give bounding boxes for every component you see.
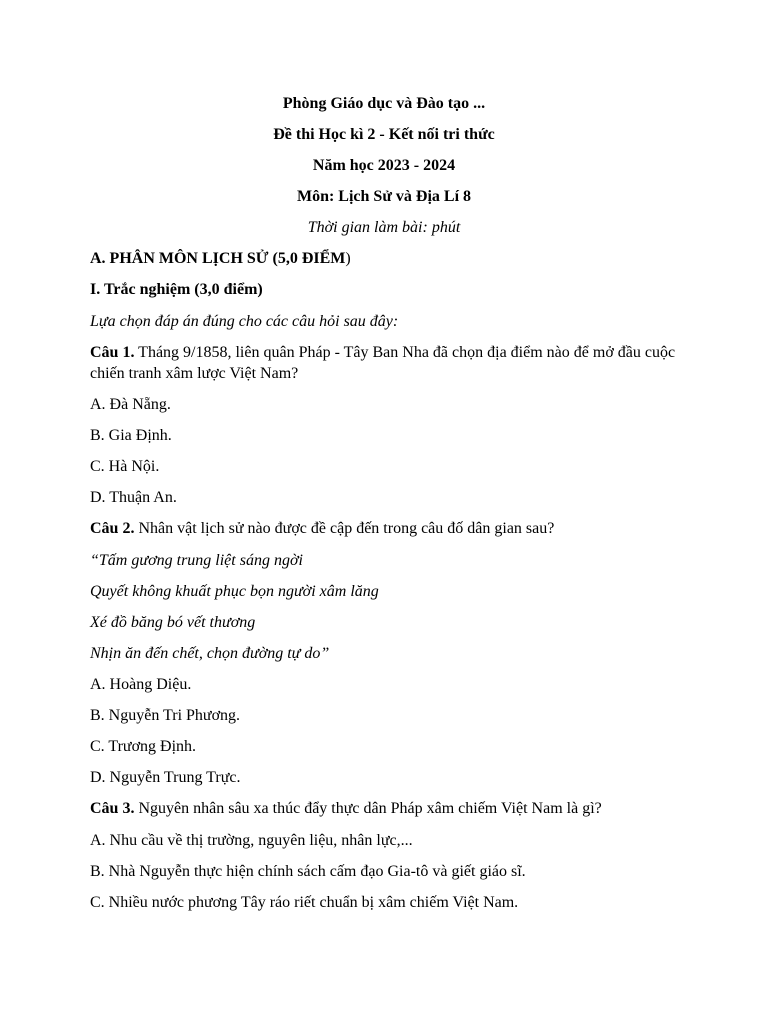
exam-title: Đề thi Học kì 2 - Kết nối tri thức: [273, 126, 495, 143]
poem-line-3: Xé đồ băng bó vết thương: [90, 614, 256, 631]
option-1b: B. Gia Định.: [90, 427, 172, 444]
subject-line: Môn: Lịch Sử và Địa Lí 8: [296, 188, 472, 205]
option-3b: B. Nhà Nguyễn thực hiện chính sách cấm đạo Gia-tô và giết giáo sĩ.: [90, 863, 526, 880]
question-text: Tháng 9/1858, liên quân Pháp - Tây Ban Nha đã chọn địa điểm nào để mở đầu cuộc chiến tranh xâm lược Việt Nam?: [90, 344, 676, 382]
question-3: [90, 798, 678, 819]
option-2a: A. Hoàng Diệu.: [90, 676, 192, 693]
section-a-title: [90, 248, 678, 269]
section-a-title-text: A. PHÂN MÔN LỊCH SỬ (5,0 ĐIỂM: [90, 250, 346, 267]
time-line: Thời gian làm bài: phút: [307, 219, 461, 236]
option-2c: C. Trương Định.: [90, 738, 197, 755]
school-year: Năm học 2023 - 2024: [312, 157, 456, 174]
option-3a: A. Nhu cầu về thị trường, nguyên liệu, nhân lực,...: [90, 832, 413, 849]
option-1d: D. Thuận An.: [90, 489, 177, 506]
question-2: [90, 518, 678, 539]
poem-line-1: “Tấm gương trung liệt sáng ngời: [90, 552, 303, 569]
question-label: Câu 1.: [90, 344, 135, 361]
instruction: Lựa chọn đáp án đúng cho các câu hỏi sau đây:: [90, 313, 399, 330]
question-text: Nguyên nhân sâu xa thúc đẩy thực dân Pháp xâm chiếm Việt Nam là gì?: [134, 800, 602, 817]
question-label: Câu 2.: [90, 520, 135, 537]
poem-line-4: Nhịn ăn đến chết, chọn đường tự do”: [90, 645, 330, 662]
question-label: Câu 3.: [90, 800, 135, 817]
poem-line-2: Quyết không khuất phục bọn người xâm lăng: [90, 583, 379, 600]
option-2b: B. Nguyễn Tri Phương.: [90, 707, 241, 724]
question-text: Nhân vật lịch sử nào được đề cập đến trong câu đố dân gian sau?: [134, 520, 555, 537]
option-1a: A. Đà Nẵng.: [90, 396, 171, 413]
option-3c: C. Nhiều nước phương Tây ráo riết chuẩn bị xâm chiếm Việt Nam.: [90, 894, 519, 911]
section-a-title-close: ): [345, 250, 351, 267]
part1-title: I. Trắc nghiệm (3,0 điểm): [90, 281, 263, 298]
department-line: Phòng Giáo dục và Đào tạo ...: [282, 95, 486, 112]
question-1: [90, 342, 678, 384]
option-1c: C. Hà Nội.: [90, 458, 160, 475]
option-2d: D. Nguyễn Trung Trực.: [90, 769, 241, 786]
